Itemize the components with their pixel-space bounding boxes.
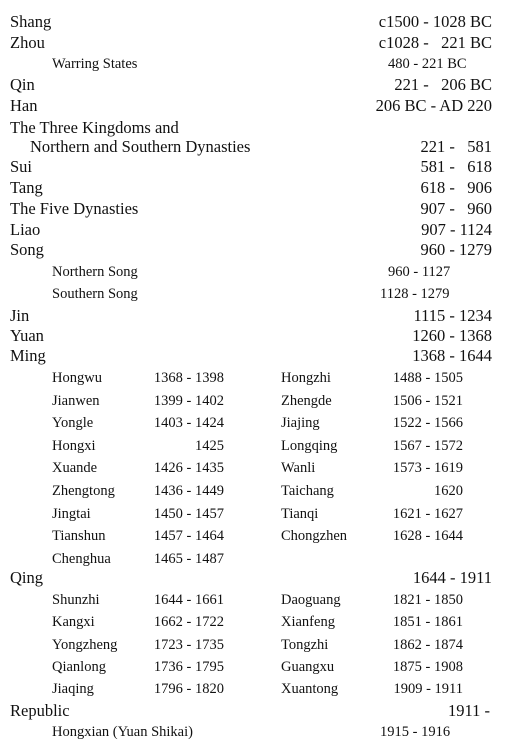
sub-dynasty-name: Southern Song — [52, 286, 138, 302]
emperor-dates: 1723 - 1735 — [153, 636, 224, 653]
emperor-name: Xuantong — [281, 681, 339, 698]
dynasty-dates: 1115 - 1234 — [413, 306, 492, 325]
emperor-name: Xuande — [52, 460, 98, 477]
dynasty-dates: 1260 - 1368 — [412, 326, 492, 345]
dynasty-dates: 581 - 618 — [420, 157, 492, 176]
dynasty-name: The Three Kingdoms and — [10, 118, 179, 137]
emperor-dates: 1644 - 1661 — [153, 592, 224, 608]
dynasty-name: Song — [10, 240, 44, 259]
emperor-dates: 1851 - 1861 — [392, 614, 463, 631]
emperor-name: Hongwu — [52, 370, 102, 386]
emperor-name: Zhengde — [281, 392, 332, 409]
emperor-name: Jianwen — [52, 392, 100, 409]
sub-dynasty-dates: 480 - 221 BC — [388, 56, 467, 72]
emperor-name: Jiajing — [281, 415, 320, 432]
dynasty-dates: 221 - 581 — [420, 137, 492, 156]
emperor-dates: 1465 - 1487 — [153, 550, 224, 567]
emperor-dates: 1457 - 1464 — [153, 528, 224, 545]
dynasty-dates: 221 - 206 BC — [394, 75, 492, 94]
dynasty-name: Tang — [10, 178, 43, 197]
emperor-name: Kangxi — [52, 614, 95, 631]
emperor-dates: 1426 - 1435 — [153, 460, 224, 477]
sub-dynasty-name: Northern Song — [52, 264, 138, 280]
emperor-name: Jingtai — [52, 505, 91, 522]
dynasty-name: Jin — [10, 306, 30, 325]
emperor-name: Zhengtong — [52, 483, 115, 499]
emperor-name: Taichang — [281, 483, 334, 499]
emperor-dates: 1436 - 1449 — [153, 483, 224, 499]
emperor-dates: 1621 - 1627 — [392, 505, 463, 522]
dynasty-dates: 1644 - 1911 — [412, 568, 492, 587]
dynasty-name: Han — [10, 96, 38, 115]
dynasty-name: Republic — [10, 701, 70, 720]
emperor-dates: 1567 - 1572 — [392, 437, 463, 454]
emperor-dates: 1662 - 1722 — [153, 614, 224, 631]
emperor-name: Chongzhen — [281, 528, 348, 545]
emperor-name: Longqing — [281, 437, 338, 454]
emperor-name: Qianlong — [52, 658, 106, 675]
dynasty-name: Shang — [10, 12, 52, 31]
emperor-dates: 1450 - 1457 — [153, 505, 224, 522]
emperor-name: Tianshun — [52, 528, 106, 545]
dynasty-name: Sui — [10, 157, 33, 176]
emperor-name: Yongzheng — [52, 636, 118, 653]
dynasty-name: Zhou — [10, 33, 45, 52]
emperor-name: Xianfeng — [281, 614, 335, 631]
emperor-dates: 1909 - 1911 — [393, 681, 463, 698]
dynasty-name: Yuan — [10, 326, 44, 345]
emperor-dates: 1620 — [434, 483, 463, 499]
emperor-dates: 1862 - 1874 — [392, 636, 463, 653]
emperor-dates: 1425 — [195, 437, 224, 454]
emperor-dates: 1488 - 1505 — [392, 370, 463, 386]
dynasty-dates: c1028 - 221 BC — [378, 33, 492, 52]
emperor-name: Tongzhi — [281, 636, 329, 653]
emperor-name: Yongle — [52, 415, 94, 432]
dynasty-dates: 1368 - 1644 — [412, 346, 492, 365]
emperor-name: Guangxu — [281, 658, 335, 675]
emperor-dates: 1403 - 1424 — [153, 415, 224, 432]
emperor-dates: 1506 - 1521 — [392, 392, 463, 409]
emperor-dates: 1573 - 1619 — [392, 460, 463, 477]
emperor-dates: 1875 - 1908 — [392, 658, 463, 675]
dynasty-dates: 960 - 1279 — [420, 240, 492, 259]
dynasty-name: Qin — [10, 75, 35, 94]
sub-dynasty-dates: 1128 - 1279 — [380, 286, 450, 302]
sub-dynasty-name: Hongxian (Yuan Shikai) — [52, 724, 193, 740]
emperor-name: Chenghua — [52, 550, 111, 567]
dynasty-dates: 907 - 960 — [420, 199, 492, 218]
dynasty-dates: 618 - 906 — [420, 178, 492, 197]
emperor-name: Hongxi — [52, 437, 96, 454]
emperor-dates: 1368 - 1398 — [153, 370, 224, 386]
emperor-name: Tianqi — [281, 505, 319, 522]
emperor-name: Wanli — [281, 460, 316, 477]
emperor-dates: 1628 - 1644 — [392, 528, 463, 545]
sub-dynasty-dates: 1915 - 1916 — [380, 724, 451, 740]
emperor-name: Shunzhi — [52, 592, 100, 608]
dynasty-name: Liao — [10, 220, 41, 239]
sub-dynasty-name: Warring States — [52, 56, 138, 72]
dynasty-dates: 1911 - — [448, 701, 491, 720]
dynasty-name: Qing — [10, 568, 43, 587]
emperor-name: Jiaqing — [52, 681, 94, 698]
dynasty-dates: c1500 - 1028 BC — [378, 12, 492, 31]
dynasty-name: Ming — [10, 346, 46, 365]
dynasty-dates: 206 BC - AD 220 — [375, 96, 492, 115]
dynasty-name: The Five Dynasties — [10, 199, 139, 218]
emperor-dates: 1522 - 1566 — [392, 415, 463, 432]
emperor-dates: 1821 - 1850 — [392, 592, 463, 608]
emperor-dates: 1736 - 1795 — [153, 658, 224, 675]
sub-dynasty-dates: 960 - 1127 — [388, 264, 451, 280]
emperor-dates: 1399 - 1402 — [153, 392, 224, 409]
dynasty-name: Northern and Southern Dynasties — [30, 137, 251, 156]
emperor-dates: 1796 - 1820 — [153, 681, 224, 698]
emperor-name: Hongzhi — [281, 370, 331, 386]
emperor-name: Daoguang — [281, 592, 341, 608]
dynasty-dates: 907 - 1124 — [421, 220, 492, 239]
